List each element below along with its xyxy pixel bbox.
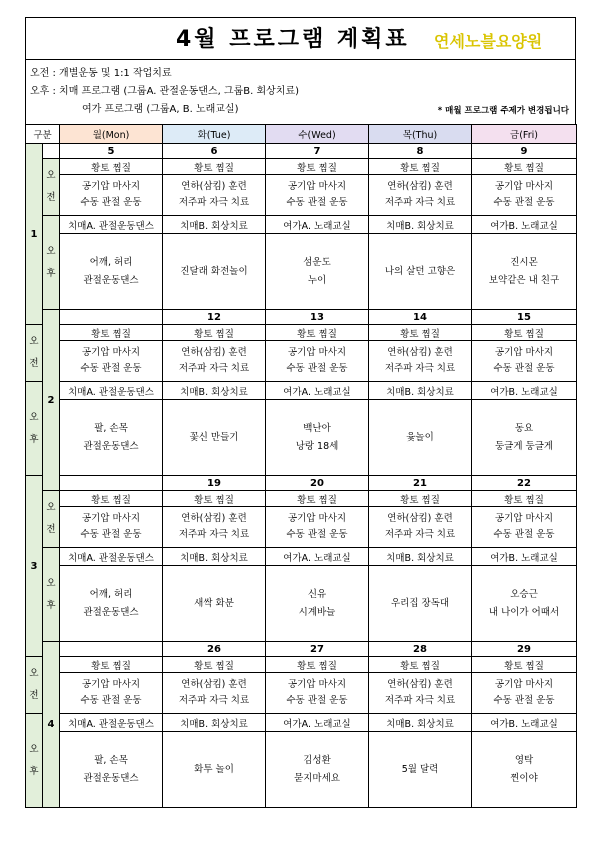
date-row <box>26 476 577 491</box>
header-day-wed: 수(Wed) <box>266 125 369 144</box>
date-cell: 27 <box>266 642 369 657</box>
date-cell: 9 <box>472 144 577 159</box>
am-line-2: 수동 관절 운동 <box>493 197 555 208</box>
program-cell: 치매A. 관절운동댄스 <box>60 382 163 400</box>
hwang-row <box>26 657 577 673</box>
program-cell: 치매B. 회상치료 <box>163 216 266 234</box>
am-line-1: 연하(삼킴) 훈련 <box>181 513 247 524</box>
hwang-cell: 황토 찜질 <box>60 491 163 507</box>
pm-line-1: 새싹 화분 <box>194 597 234 609</box>
pm-line-1: 동요 <box>514 422 534 434</box>
header-gubun: 구분 <box>26 125 60 144</box>
date-cell: 19 <box>163 476 266 491</box>
pm-cell <box>266 400 369 476</box>
am-line-2: 수동 관절 운동 <box>286 197 348 208</box>
schedule-sheet <box>25 17 576 808</box>
pm-label <box>26 382 43 476</box>
pm-line-1: 어깨, 허리 <box>89 256 133 268</box>
am-cell <box>472 507 577 548</box>
pm-line-2: 내 나이가 어때서 <box>488 606 560 618</box>
pm-cell <box>60 234 163 310</box>
pm-row <box>26 566 577 642</box>
program-cell: 여가A. 노래교실 <box>266 714 369 732</box>
hwang-row <box>26 159 577 175</box>
pm-line-1: 백난아 <box>303 422 331 434</box>
am-line-1: 공기압 마사지 <box>287 181 347 192</box>
pm-line-1: 섬운도 <box>303 256 331 268</box>
hwang-cell: 황토 찜질 <box>472 325 577 341</box>
am-line-2: 저주파 자극 치료 <box>384 529 456 540</box>
am-cell <box>266 507 369 548</box>
pm-cell <box>369 400 472 476</box>
program-cell: 치매B. 회상치료 <box>369 382 472 400</box>
program-cell: 치매B. 회상치료 <box>369 216 472 234</box>
hwang-cell: 황토 찜질 <box>472 159 577 175</box>
am-cell <box>163 341 266 382</box>
hwang-cell: 황토 찜질 <box>266 491 369 507</box>
am-cell <box>163 175 266 216</box>
change-note: * 매월 프로그램 주제가 변경됩니다 <box>437 106 569 116</box>
date-row <box>26 144 577 159</box>
am-cell <box>266 175 369 216</box>
pm-line-1: 진시몬 <box>510 256 538 268</box>
date-row <box>26 310 577 325</box>
am-label-1: 오 <box>46 170 56 181</box>
am-cell <box>266 673 369 714</box>
pm-cell <box>163 400 266 476</box>
pm-line-2: 시계바늘 <box>298 606 336 618</box>
pm-line-1: 영탁 <box>514 754 534 766</box>
pm-line-2: 찐이야 <box>510 772 538 784</box>
header-day-fri: 금(Fri) <box>472 125 577 144</box>
date-spacer <box>43 144 60 159</box>
pm-cell <box>163 732 266 808</box>
am-line-2: 수동 관절 운동 <box>80 529 142 540</box>
pm-label-1: 오 <box>29 411 39 423</box>
hwang-cell: 황토 찜질 <box>369 159 472 175</box>
am-line-2: 저주파 자극 치료 <box>178 695 250 706</box>
hwang-cell: 황토 찜질 <box>369 491 472 507</box>
pm-line-1: 팔, 손목 <box>94 422 128 434</box>
am-line-1: 연하(삼킴) 훈련 <box>387 679 453 690</box>
date-spacer <box>60 642 163 657</box>
am-line-1: 공기압 마사지 <box>81 347 141 358</box>
hwang-cell: 황토 찜질 <box>60 325 163 341</box>
program-cell: 여가B. 노래교실 <box>472 714 577 732</box>
am-line-2: 수동 관절 운동 <box>286 363 348 374</box>
date-cell: 20 <box>266 476 369 491</box>
program-row <box>26 382 577 400</box>
program-row <box>26 714 577 732</box>
hwang-cell: 황토 찜질 <box>369 657 472 673</box>
am-line-1: 공기압 마사지 <box>81 513 141 524</box>
program-cell: 여가A. 노래교실 <box>266 382 369 400</box>
intro-line-morning: 오전 : 개별운동 및 1:1 작업치료 <box>30 68 172 79</box>
am-label-2: 전 <box>46 524 56 535</box>
pm-row <box>26 732 577 808</box>
pm-line-2: 관절운동댄스 <box>83 274 139 286</box>
am-label <box>43 491 60 548</box>
hwang-cell: 황토 찜질 <box>472 657 577 673</box>
pm-line-1: 팔, 손목 <box>94 754 128 766</box>
am-line-2: 저주파 자극 치료 <box>178 363 250 374</box>
hwang-cell: 황토 찜질 <box>163 657 266 673</box>
am-line-1: 연하(삼킴) 훈련 <box>387 347 453 358</box>
pm-cell <box>369 732 472 808</box>
am-label-1: 오 <box>46 502 56 513</box>
am-line-2: 수동 관절 운동 <box>80 363 142 374</box>
pm-line-1: 윷놀이 <box>406 431 434 443</box>
intro-line-afternoon: 오후 : 치매 프로그램 (그룹A. 관절운동댄스, 그룹B. 회상치료) <box>30 86 300 97</box>
am-cell <box>369 673 472 714</box>
program-cell: 치매B. 회상치료 <box>163 382 266 400</box>
hwang-cell: 황토 찜질 <box>163 325 266 341</box>
am-label <box>43 159 60 216</box>
am-line-2: 수동 관절 운동 <box>80 695 142 706</box>
am-line-1: 연하(삼킴) 훈련 <box>387 181 453 192</box>
pm-label <box>43 216 60 310</box>
am-cell <box>369 175 472 216</box>
am-cell <box>472 341 577 382</box>
am-row <box>26 175 577 216</box>
date-row <box>26 642 577 657</box>
date-cell: 15 <box>472 310 577 325</box>
am-line-1: 공기압 마사지 <box>81 679 141 690</box>
am-line-1: 공기압 마사지 <box>81 181 141 192</box>
pm-label-2: 후 <box>29 765 39 777</box>
am-cell <box>163 673 266 714</box>
am-cell <box>60 341 163 382</box>
pm-cell <box>266 566 369 642</box>
am-cell <box>472 673 577 714</box>
pm-cell <box>163 234 266 310</box>
date-cell: 22 <box>472 476 577 491</box>
program-cell: 치매A. 관절운동댄스 <box>60 714 163 732</box>
pm-line-2: 관절운동댄스 <box>83 772 139 784</box>
am-line-1: 공기압 마사지 <box>494 347 554 358</box>
am-line-2: 저주파 자극 치료 <box>384 695 456 706</box>
pm-line-1: 5월 달력 <box>401 763 439 775</box>
pm-cell <box>369 566 472 642</box>
am-line-2: 수동 관절 운동 <box>80 197 142 208</box>
pm-row <box>26 400 577 476</box>
pm-line-1: 오승근 <box>510 588 538 600</box>
date-cell: 13 <box>266 310 369 325</box>
program-cell: 여가B. 노래교실 <box>472 548 577 566</box>
hwang-cell: 황토 찜질 <box>266 159 369 175</box>
pm-cell <box>472 234 577 310</box>
date-cell: 8 <box>369 144 472 159</box>
pm-cell <box>266 234 369 310</box>
program-cell: 여가A. 노래교실 <box>266 216 369 234</box>
am-line-2: 수동 관절 운동 <box>493 529 555 540</box>
pm-label-2: 후 <box>29 433 39 445</box>
am-row <box>26 341 577 382</box>
pm-line-2: 보약같은 내 친구 <box>488 274 560 286</box>
hwang-cell: 황토 찜질 <box>163 159 266 175</box>
program-cell: 여가B. 노래교실 <box>472 382 577 400</box>
date-cell: 21 <box>369 476 472 491</box>
week-number: 1 <box>26 144 43 325</box>
pm-cell <box>472 400 577 476</box>
am-cell <box>369 341 472 382</box>
program-row <box>26 548 577 566</box>
am-line-2: 수동 관절 운동 <box>286 529 348 540</box>
am-line-2: 저주파 자극 치료 <box>178 197 250 208</box>
am-line-1: 공기압 마사지 <box>287 679 347 690</box>
intro-line-leisure: 여가 프로그램 (그룹A, B. 노래교실) <box>82 104 239 115</box>
pm-line-1: 우리집 장독대 <box>390 597 450 609</box>
pm-cell <box>60 732 163 808</box>
title-box <box>25 17 576 60</box>
am-line-2: 저주파 자극 치료 <box>384 363 456 374</box>
hwang-row <box>26 491 577 507</box>
program-cell: 치매A. 관절운동댄스 <box>60 216 163 234</box>
pm-line-1: 나의 살던 고향은 <box>384 265 456 277</box>
am-line-2: 저주파 자극 치료 <box>384 197 456 208</box>
am-line-1: 연하(삼킴) 훈련 <box>181 679 247 690</box>
am-line-2: 수동 관절 운동 <box>493 363 555 374</box>
am-line-1: 연하(삼킴) 훈련 <box>387 513 453 524</box>
pm-line-2: 낭랑 18세 <box>295 440 339 452</box>
date-cell: 5 <box>60 144 163 159</box>
am-line-2: 저주파 자극 치료 <box>178 529 250 540</box>
am-label-1: 오 <box>29 336 39 347</box>
date-cell: 14 <box>369 310 472 325</box>
header-day-mon: 월(Mon) <box>60 125 163 144</box>
week-number: 4 <box>43 642 60 808</box>
am-line-1: 공기압 마사지 <box>494 513 554 524</box>
am-line-1: 연하(삼킴) 훈련 <box>181 347 247 358</box>
date-spacer <box>60 476 163 491</box>
pm-line-2: 관절운동댄스 <box>83 440 139 452</box>
am-label-2: 전 <box>29 690 39 701</box>
am-cell <box>369 507 472 548</box>
pm-line-2: 누이 <box>307 274 327 286</box>
am-label <box>26 325 43 382</box>
date-cell: 7 <box>266 144 369 159</box>
pm-label-1: 오 <box>46 577 56 589</box>
am-line-1: 연하(삼킴) 훈련 <box>181 181 247 192</box>
intro-box <box>25 60 576 124</box>
hwang-cell: 황토 찜질 <box>60 657 163 673</box>
pm-cell <box>60 566 163 642</box>
hwang-cell: 황토 찜질 <box>369 325 472 341</box>
program-cell: 치매B. 회상치료 <box>163 548 266 566</box>
pm-cell <box>266 732 369 808</box>
pm-line-2: 묻지마세요 <box>294 772 340 784</box>
hwang-cell: 황토 찜질 <box>60 159 163 175</box>
page-title: 4월 프로그램 계획표 <box>176 27 410 52</box>
pm-label-2: 후 <box>46 599 56 611</box>
date-cell: 26 <box>163 642 266 657</box>
program-cell: 치매B. 회상치료 <box>163 714 266 732</box>
program-cell: 여가A. 노래교실 <box>266 548 369 566</box>
pm-label-1: 오 <box>46 245 56 257</box>
am-cell <box>60 507 163 548</box>
pm-line-1: 진달래 화전놀이 <box>180 265 248 277</box>
week-number: 3 <box>26 476 43 657</box>
pm-line-1: 김성환 <box>303 754 331 766</box>
pm-row <box>26 234 577 310</box>
pm-label <box>43 548 60 642</box>
am-line-1: 공기압 마사지 <box>287 513 347 524</box>
week-number: 2 <box>43 310 60 491</box>
am-line-2: 수동 관절 운동 <box>286 695 348 706</box>
hwang-cell: 황토 찜질 <box>266 325 369 341</box>
pm-cell <box>163 566 266 642</box>
pm-line-1: 신유 <box>307 588 327 600</box>
hwang-cell: 황토 찜질 <box>163 491 266 507</box>
program-cell: 치매A. 관절운동댄스 <box>60 548 163 566</box>
pm-line-2: 둥글게 둥글게 <box>494 440 554 452</box>
header-row <box>26 125 577 144</box>
am-cell <box>163 507 266 548</box>
am-label-2: 전 <box>29 358 39 369</box>
am-row <box>26 673 577 714</box>
brand-logo-text: 연세노블요양원 <box>434 32 543 51</box>
pm-cell <box>60 400 163 476</box>
am-cell <box>472 175 577 216</box>
am-line-1: 공기압 마사지 <box>494 181 554 192</box>
date-cell: 29 <box>472 642 577 657</box>
hwang-row <box>26 325 577 341</box>
am-label-2: 전 <box>46 192 56 203</box>
program-row <box>26 216 577 234</box>
am-label-1: 오 <box>29 668 39 679</box>
pm-cell <box>472 732 577 808</box>
pm-cell <box>369 234 472 310</box>
pm-line-2: 관절운동댄스 <box>83 606 139 618</box>
program-cell: 치매B. 회상치료 <box>369 714 472 732</box>
schedule-table <box>25 124 577 808</box>
pm-line-1: 화투 놀이 <box>194 763 234 775</box>
pm-label-2: 후 <box>46 267 56 279</box>
am-line-1: 공기압 마사지 <box>494 679 554 690</box>
pm-label <box>26 714 43 808</box>
date-cell: 28 <box>369 642 472 657</box>
pm-cell <box>472 566 577 642</box>
pm-line-1: 어깨, 허리 <box>89 588 133 600</box>
header-day-tue: 화(Tue) <box>163 125 266 144</box>
am-label <box>26 657 43 714</box>
am-line-2: 수동 관절 운동 <box>493 695 555 706</box>
am-line-1: 공기압 마사지 <box>287 347 347 358</box>
program-cell: 치매B. 회상치료 <box>369 548 472 566</box>
hwang-cell: 황토 찜질 <box>266 657 369 673</box>
am-row <box>26 507 577 548</box>
am-cell <box>60 175 163 216</box>
hwang-cell: 황토 찜질 <box>472 491 577 507</box>
am-cell <box>266 341 369 382</box>
am-cell <box>60 673 163 714</box>
pm-label-1: 오 <box>29 743 39 755</box>
date-spacer <box>60 310 163 325</box>
header-day-thu: 목(Thu) <box>369 125 472 144</box>
program-cell: 여가B. 노래교실 <box>472 216 577 234</box>
date-cell: 6 <box>163 144 266 159</box>
pm-line-1: 꽃신 만들기 <box>189 431 239 443</box>
date-cell: 12 <box>163 310 266 325</box>
